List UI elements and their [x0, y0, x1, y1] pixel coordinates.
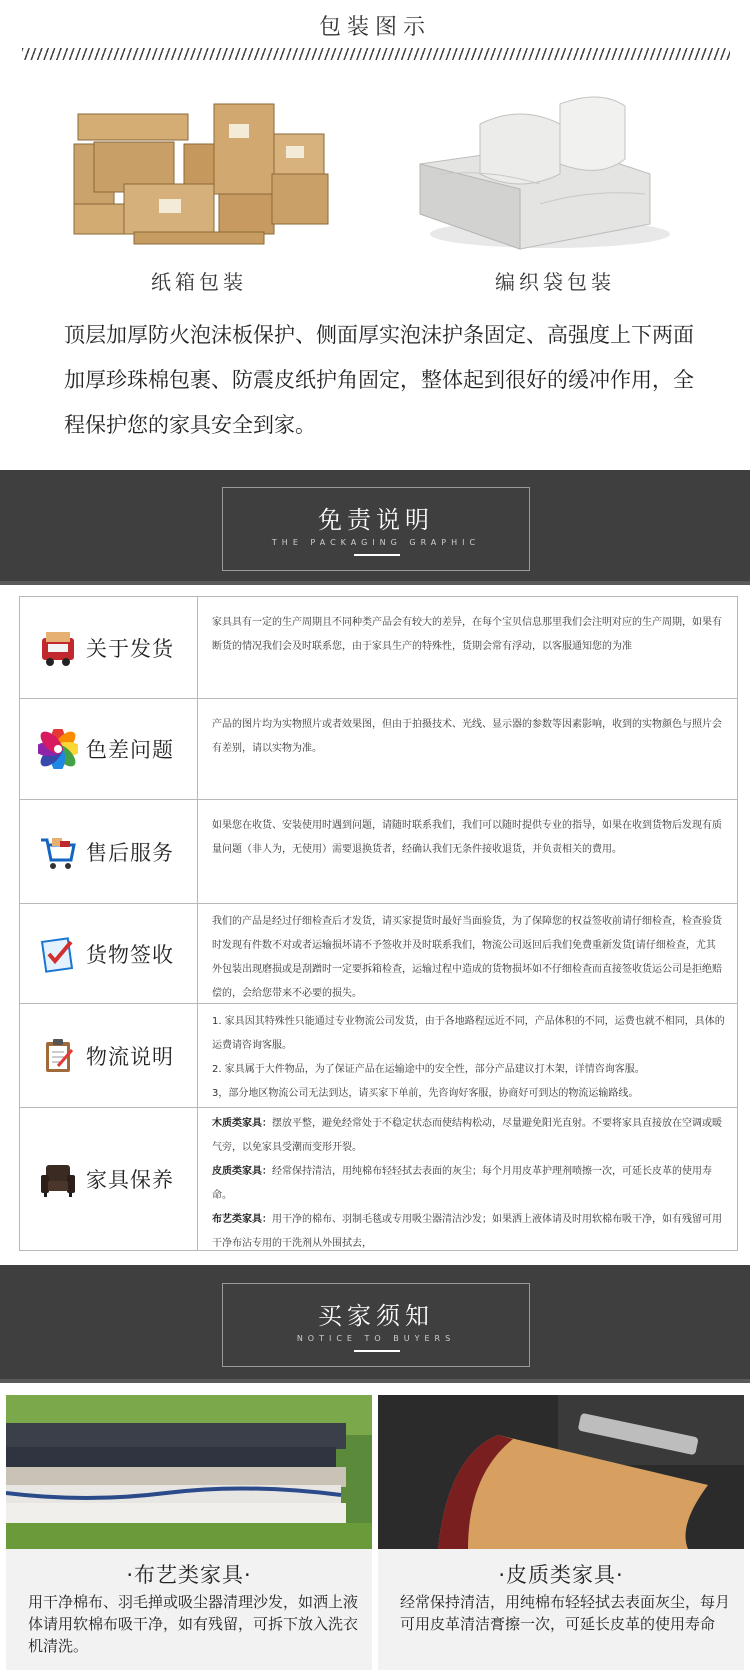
buyer-notice-subtitle: NOTICE TO BUYERS — [296, 1334, 456, 1343]
row-header — [20, 597, 198, 698]
armchair-icon — [38, 1159, 78, 1199]
row-label: 售后服务 — [86, 840, 174, 865]
row-content — [198, 699, 737, 799]
banner-bottom-stripe — [0, 581, 750, 585]
row-text: 1. 家具因其特殊性只能通过专业物流公司发货，由于各地路程远近不同，产品体积的不同，运费也就不相同，具体的运费请咨询客服。 — [212, 1016, 725, 1051]
checklist-icon — [38, 934, 78, 974]
care-item — [212, 1160, 725, 1208]
table-row — [20, 904, 737, 1004]
row-label: 物流说明 — [86, 1044, 174, 1069]
fabric-swatches-photo — [6, 1395, 372, 1549]
disclaimer-banner — [0, 470, 750, 585]
care-item-text: 摆放平整，避免经常处于不稳定状态而使结构松动，尽量避免阳光直射。不要将家具直接放在空调或暖气旁，以免家具受潮而变形开裂。 — [212, 1118, 722, 1153]
shopping-cart-icon — [38, 832, 78, 872]
care-item — [212, 1208, 725, 1256]
fabric-card-title: ·布艺类家具· — [126, 1563, 252, 1587]
row-text: 如果您在收货、安装使用时遇到问题，请随时联系我们，我们可以随时提供专业的指导，如果在收到货物后发现有质量问题（非人为，无使用）需要退换货者，经确认我们无条件接收退货，并负责相关的费用。 — [212, 820, 722, 855]
disclaimer-table — [19, 596, 738, 1251]
care-item-text: 用干净的棉布、羽制毛毯或专用吸尘器清洁沙发；如果洒上液体请及时用软棉布吸干净，如有残留可用干净布沾专用的干洗剂从外围拭去， — [212, 1214, 722, 1249]
care-item-head: 木质类家具： — [212, 1118, 272, 1129]
packaging-title: 包装图示 — [318, 15, 431, 40]
banner-frame — [222, 1283, 530, 1367]
care-item-head: 皮质类家具： — [212, 1166, 272, 1177]
table-row — [20, 800, 737, 904]
row-label: 货物签收 — [86, 942, 174, 967]
fabric-furniture-card — [6, 1395, 372, 1670]
row-text: 2. 家具属于大件物品，为了保证产品在运输途中的安全性，部分产品建议打木架，详情咨询客服。 — [212, 1064, 645, 1075]
carton-packaging-label: 纸箱包装 — [151, 270, 247, 294]
woven-bag-packaging-label: 编织袋包装 — [495, 270, 615, 294]
row-content — [198, 800, 737, 903]
dashed-divider — [22, 48, 730, 60]
row-content — [198, 904, 737, 1003]
row-header — [20, 904, 198, 1003]
clipboard-icon — [38, 1036, 78, 1076]
banner-underline — [354, 1350, 400, 1352]
row-text: 我们的产品是经过仔细检查后才发货，请买家提货时最好当面验货，为了保障您的权益签收前请仔细检查，检查验货时发现有件数不对或者运输损坏请不予签收并及时联系我们，物流公司返回后我们免费重新发货[请仔细检查，尤其外包装出现磨损或是刮蹭时一定要拆箱检查，运输过程中造成的货物损坏如不仔细检查而直接签收货运公司是拒绝赔偿的，会给您带来不必要的损失。 — [212, 916, 722, 999]
color-wheel-icon — [38, 729, 78, 769]
row-text: 3，部分地区物流公司无法到达，请买家下单前，先咨询好客服，协商好可到达的物流运输路线。 — [212, 1088, 639, 1099]
fabric-card-text: 用干净棉布、羽毛掸或吸尘器清理沙发，如洒上液体请用软棉布吸干净，如有残留，可拆下放入洗衣机清洗。 — [28, 1593, 359, 1655]
leather-card-title: ·皮质类家具· — [498, 1563, 624, 1587]
carton-boxes-image — [64, 84, 334, 264]
row-text: 产品的图片均为实物照片或者效果图，但由于拍摄技术、光线、显示器的参数等因素影响，收到的实物颜色与照片会有差别，请以实物为准。 — [212, 719, 722, 754]
row-header — [20, 1108, 198, 1250]
table-row — [20, 597, 737, 699]
row-header — [20, 800, 198, 903]
row-content — [198, 1108, 737, 1250]
row-label: 关于发货 — [86, 636, 174, 661]
row-header — [20, 699, 198, 799]
delivery-truck-icon — [38, 628, 78, 668]
leather-sample-photo — [378, 1395, 744, 1549]
woven-bags-image — [410, 84, 680, 264]
banner-underline — [354, 554, 400, 556]
row-label: 色差问题 — [86, 738, 174, 762]
disclaimer-subtitle: THE PACKAGING GRAPHIC — [271, 538, 481, 547]
buyer-notice-banner — [0, 1265, 750, 1383]
row-content — [198, 1004, 737, 1107]
banner-frame — [222, 487, 530, 571]
row-label: 家具保养 — [86, 1168, 174, 1192]
row-content — [198, 597, 737, 698]
buyer-notice-title: 买家须知 — [318, 1302, 434, 1330]
disclaimer-title: 免责说明 — [318, 506, 434, 534]
care-item-head: 布艺类家具： — [212, 1214, 272, 1225]
table-row — [20, 1004, 737, 1108]
packaging-description: 顶层加厚防火泡沫板保护、侧面厚实泡沫护条固定、高强度上下两面加厚珍珠棉包裹、防震皮纸护角固定，整体起到很好的缓冲作用，全程保护您的家具安全到家。 — [64, 323, 694, 437]
leather-furniture-card — [378, 1395, 744, 1670]
care-item — [212, 1112, 725, 1160]
table-row — [20, 1108, 737, 1250]
row-header — [20, 1004, 198, 1107]
care-item-text: 经常保持清洁，用纯棉布轻轻拭去表面的灰尘；每个月用皮革护理剂喷擦一次，可延长皮革的使用寿命。 — [212, 1166, 712, 1201]
table-row — [20, 699, 737, 800]
banner-bottom-stripe — [0, 1379, 750, 1383]
leather-card-text: 经常保持清洁，用纯棉布轻轻拭去表面灰尘，每月可用皮革清洁膏擦一次，可延长皮革的使用寿命 — [400, 1593, 731, 1633]
row-text: 家具具有一定的生产周期且不同种类产品会有较大的差异，在每个宝贝信息那里我们会注明对应的生产周期，如果有断货的情况我们会及时联系您，由于家具生产的特殊性，货期会常有浮动，以客服通知您的为准 — [212, 617, 722, 652]
